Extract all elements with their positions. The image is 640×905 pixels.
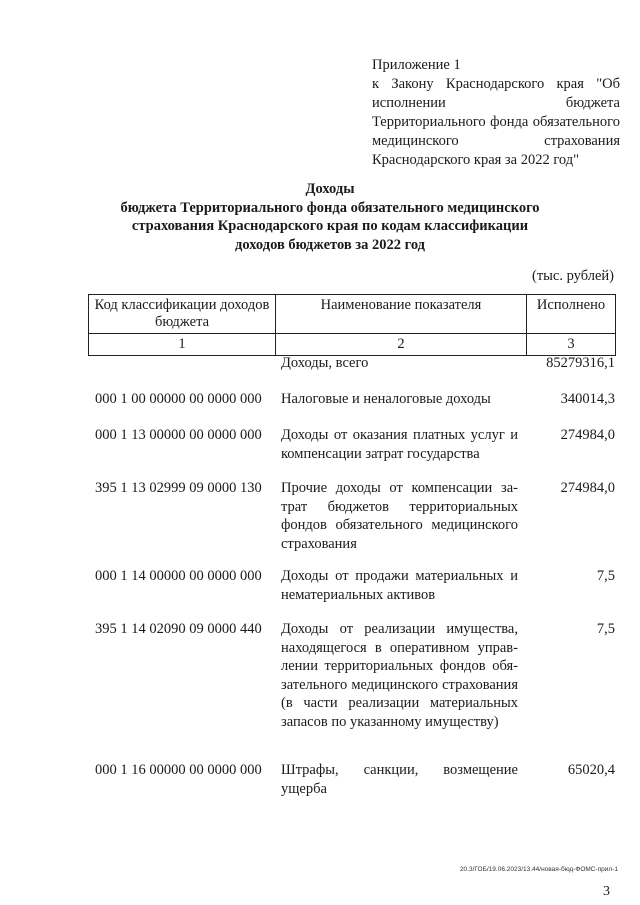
row-name: Доходы от реализации имущества, находящегося в оперативном управлении территориальных фондов обязательного медицинского страхования (в части реализации материальных запасов по указанному имуществу) xyxy=(281,621,518,730)
row-value: 65020,4 xyxy=(567,762,615,778)
footer-reference: 20.3/ГОБ/19.06.2023/13.44/новая-бюд-ФОМС-прил-1 xyxy=(459,866,618,873)
row-code: 000 1 13 00000 00 0000 000 xyxy=(95,427,262,443)
header-code: Код классификации доходов бюджета xyxy=(89,295,276,334)
row-name: Штрафы, санкции, возмещение ущерба xyxy=(281,762,518,797)
header-num-3: 3 xyxy=(527,334,616,356)
table-header xyxy=(88,294,616,356)
page-number: 3 xyxy=(603,884,610,899)
row-code: 395 1 13 02999 09 0000 130 xyxy=(95,480,262,496)
row-value: 7,5 xyxy=(596,568,615,584)
row-code: 395 1 14 02090 09 0000 440 xyxy=(95,621,262,637)
header-name: Наименование показателя xyxy=(276,295,527,334)
title-line-4: доходов бюджетов за 2022 год xyxy=(234,236,426,253)
header-value: Исполнено xyxy=(527,295,616,334)
row-code: 000 1 14 00000 00 0000 000 xyxy=(95,568,262,584)
header-num-1: 1 xyxy=(89,334,276,356)
appendix-text: к Закону Краснодарского края "Об исполнении бюджета Территориального фонда обязательного медицинского страхования Краснодарского края за 2022 год" xyxy=(372,76,620,168)
title-line-1: Доходы xyxy=(305,181,355,197)
row-value: 340014,3 xyxy=(560,391,615,407)
units-label: (тыс. рублей) xyxy=(532,268,614,284)
row-name: Доходы, всего xyxy=(281,355,369,371)
row-value: 7,5 xyxy=(596,621,615,637)
title-line-2: бюджета Территориального фонда обязательного медицинского xyxy=(120,199,540,216)
header-num-2: 2 xyxy=(276,334,527,356)
row-value: 274984,0 xyxy=(560,427,615,443)
appendix-note xyxy=(372,56,620,170)
row-name: Доходы от оказания платных услуг и компенсации затрат государства xyxy=(281,427,518,462)
appendix-heading: Приложение 1 xyxy=(372,57,461,73)
row-code: 000 1 16 00000 00 0000 000 xyxy=(95,762,262,778)
row-value: 85279316,1 xyxy=(546,355,615,371)
row-name: Налоговые и неналоговые доходы xyxy=(281,391,491,407)
document-title xyxy=(100,180,560,254)
row-value: 274984,0 xyxy=(560,480,615,496)
row-code: 000 1 00 00000 00 0000 000 xyxy=(95,391,262,407)
row-name: Доходы от продажи материальных и нематериальных активов xyxy=(281,568,518,603)
title-line-3: страхования Краснодарского края по кодам классификации xyxy=(131,218,529,234)
row-name: Прочие доходы от компенсации затрат бюджетов территориальных фондов обязательного медицинского страхования xyxy=(281,480,518,552)
